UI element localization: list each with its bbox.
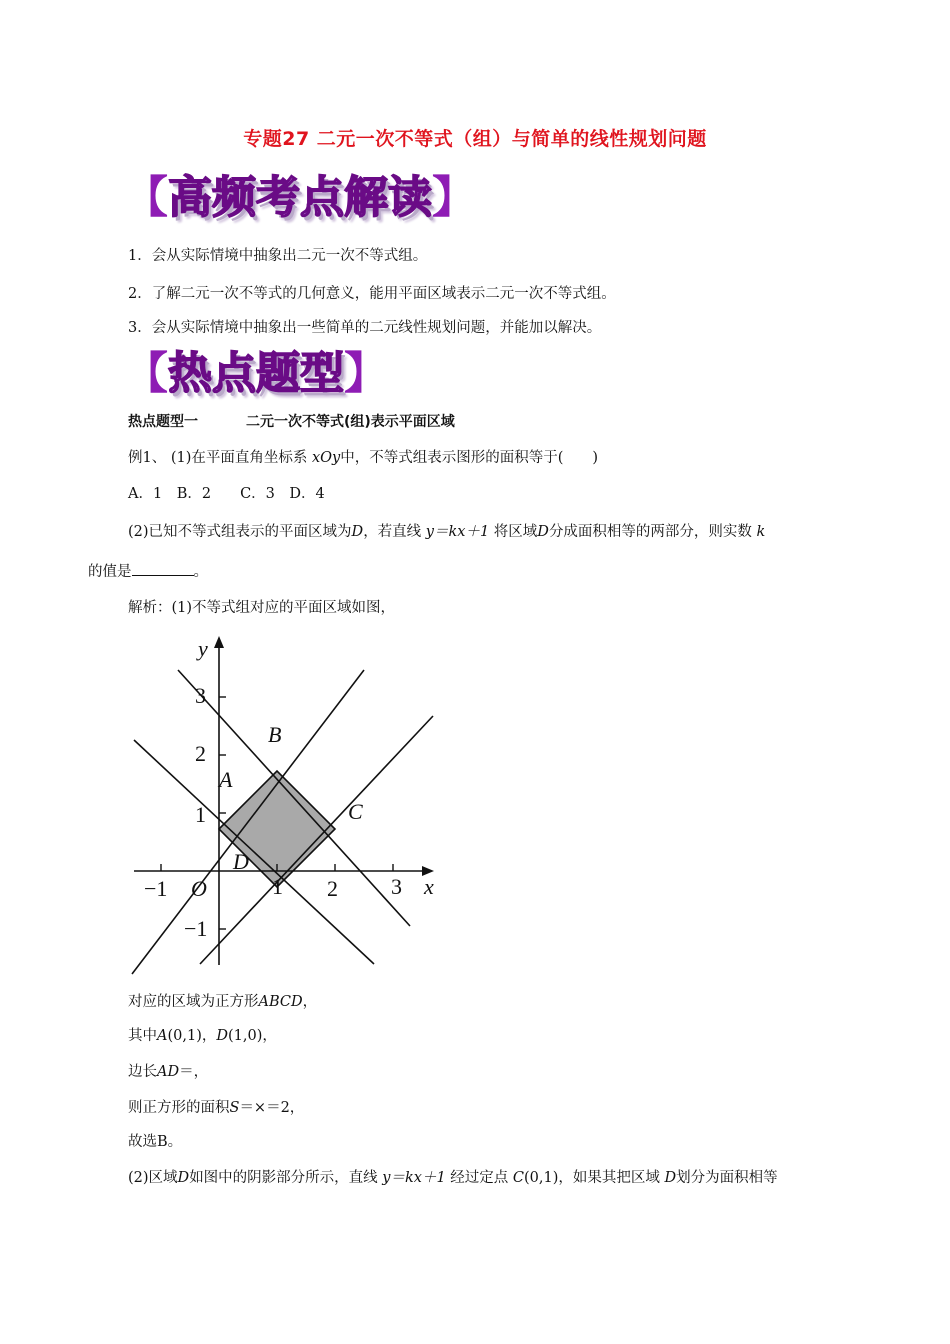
- objective-1: 1．会从实际情境中抽象出二元一次不等式组。: [128, 248, 428, 264]
- banner-left-bracket: 【: [124, 172, 168, 223]
- example-q1: [128, 448, 598, 468]
- banner-right-bracket: 】: [344, 348, 388, 399]
- s2-coord-a: (0,1)，: [167, 1028, 217, 1044]
- y-axis-arrow: [214, 636, 224, 648]
- banner-redian-tixing: [124, 348, 388, 399]
- solution-step-4: [128, 1098, 304, 1118]
- line-y-eq-1-minus-x: [134, 740, 374, 964]
- answer-blank: [132, 562, 194, 576]
- s6-region-d2: D: [664, 1170, 677, 1186]
- s3-ad: AD: [157, 1064, 180, 1080]
- point-d-label: D: [233, 849, 249, 874]
- q2-end: 。: [193, 564, 208, 580]
- banner-text: 热点题型: [168, 348, 344, 399]
- s1-square: ABCD: [258, 994, 303, 1010]
- banner-right-bracket: 】: [432, 172, 476, 223]
- objective-2: 2．了解二元一次不等式的几何意义，能用平面区域表示二元一次不等式组。: [128, 286, 616, 302]
- y-axis-label: y: [198, 636, 208, 661]
- y-tick-label-2: 2: [195, 741, 206, 766]
- x-axis-label: x: [424, 874, 434, 899]
- banner-text: 高频考点解读: [168, 172, 432, 223]
- q2-text-value: 的值是: [88, 564, 132, 580]
- s6-text-c: 经过定点: [450, 1170, 509, 1186]
- q2-text-a: (2)已知不等式组表示的平面区域为: [128, 524, 352, 540]
- s2-point-d: D: [216, 1028, 228, 1044]
- example-options: A．1 B．2 C．3 D．4: [128, 486, 325, 502]
- s6-text-d: (0,1)，如果其把区域: [524, 1170, 660, 1186]
- s2-text: 其中: [128, 1028, 157, 1044]
- point-a-label: A: [219, 767, 233, 792]
- y-tick-label-neg1: −1: [184, 916, 208, 941]
- solution-intro: 解析：(1)不等式组对应的平面区域如图，: [128, 600, 396, 616]
- banner-left-bracket: 【: [124, 348, 168, 399]
- s1-end: ，: [302, 994, 318, 1010]
- q1-variable: xOy: [311, 450, 341, 466]
- q2-region-d: D: [351, 524, 364, 540]
- example-q2-line1: [128, 522, 765, 542]
- x-tick-label-1: 1: [272, 874, 283, 899]
- point-b-label: B: [268, 722, 282, 747]
- solution-step-6: [128, 1168, 778, 1188]
- s1-text: 对应的区域为正方形: [128, 994, 259, 1010]
- s2-point-a: A: [157, 1028, 168, 1044]
- s4-value: ＝×＝2，: [239, 1100, 305, 1116]
- banner-gaopin-kaodian: [124, 172, 476, 223]
- s6-point-c: C: [512, 1170, 525, 1186]
- q1-prefix: 例1、 (1)在平面直角坐标系: [128, 450, 308, 466]
- solution-step-2: [128, 1026, 277, 1046]
- s4-area: S: [229, 1100, 240, 1116]
- q1-suffix: 中，不等式组表示图形的面积等于( ): [340, 450, 599, 466]
- point-c-label: C: [348, 799, 363, 824]
- s3-text: 边长: [128, 1064, 157, 1080]
- s2-coord-d: (1,0)，: [228, 1028, 277, 1044]
- s6-text-e: 划分为面积相等: [676, 1170, 778, 1186]
- s6-text-a: (2)区域: [128, 1170, 178, 1186]
- section-heading: [128, 412, 455, 432]
- line-y-eq-x-plus-1: [132, 670, 364, 974]
- origin-label: O: [191, 876, 207, 901]
- s6-region-d: D: [177, 1170, 190, 1186]
- line-y-eq-3-minus-x: [178, 670, 410, 926]
- document-title: 专题27 二元一次不等式（组）与简单的线性规划问题: [243, 128, 707, 150]
- q2-text-c: 将区域: [493, 524, 538, 540]
- s6-text-b: 如图中的阴影部分所示，直线: [189, 1170, 378, 1186]
- s6-line-equation: y＝kx＋1: [382, 1170, 446, 1186]
- q2-text-d: 分成面积相等的两部分，则实数: [548, 524, 752, 540]
- example-q2-line2: [88, 562, 208, 582]
- x-tick-label-2: 2: [327, 876, 338, 901]
- q2-line-equation: y＝kx＋1: [425, 524, 490, 540]
- s4-text: 则正方形的面积: [128, 1100, 230, 1116]
- q2-region-d2: D: [537, 524, 549, 540]
- y-tick-label-3: 3: [195, 683, 206, 708]
- y-tick-label-1: 1: [195, 802, 206, 827]
- x-tick-label-3: 3: [391, 874, 402, 899]
- region-figure: [120, 630, 450, 975]
- q2-var-k: k: [756, 524, 766, 540]
- x-tick-label-neg1: −1: [144, 876, 168, 901]
- q2-text-b: ，若直线: [363, 524, 422, 540]
- solution-step-5: 故选B。: [128, 1134, 183, 1150]
- objective-3: 3．会从实际情境中抽象出一些简单的二元线性规划问题，并能加以解决。: [128, 320, 602, 336]
- heading-text: 二元一次不等式(组)表示平面区域: [246, 414, 455, 430]
- heading-label: 热点题型一: [128, 414, 198, 430]
- solution-step-1: [128, 992, 317, 1012]
- s3-end: ＝，: [179, 1064, 209, 1080]
- solution-step-3: [128, 1062, 208, 1082]
